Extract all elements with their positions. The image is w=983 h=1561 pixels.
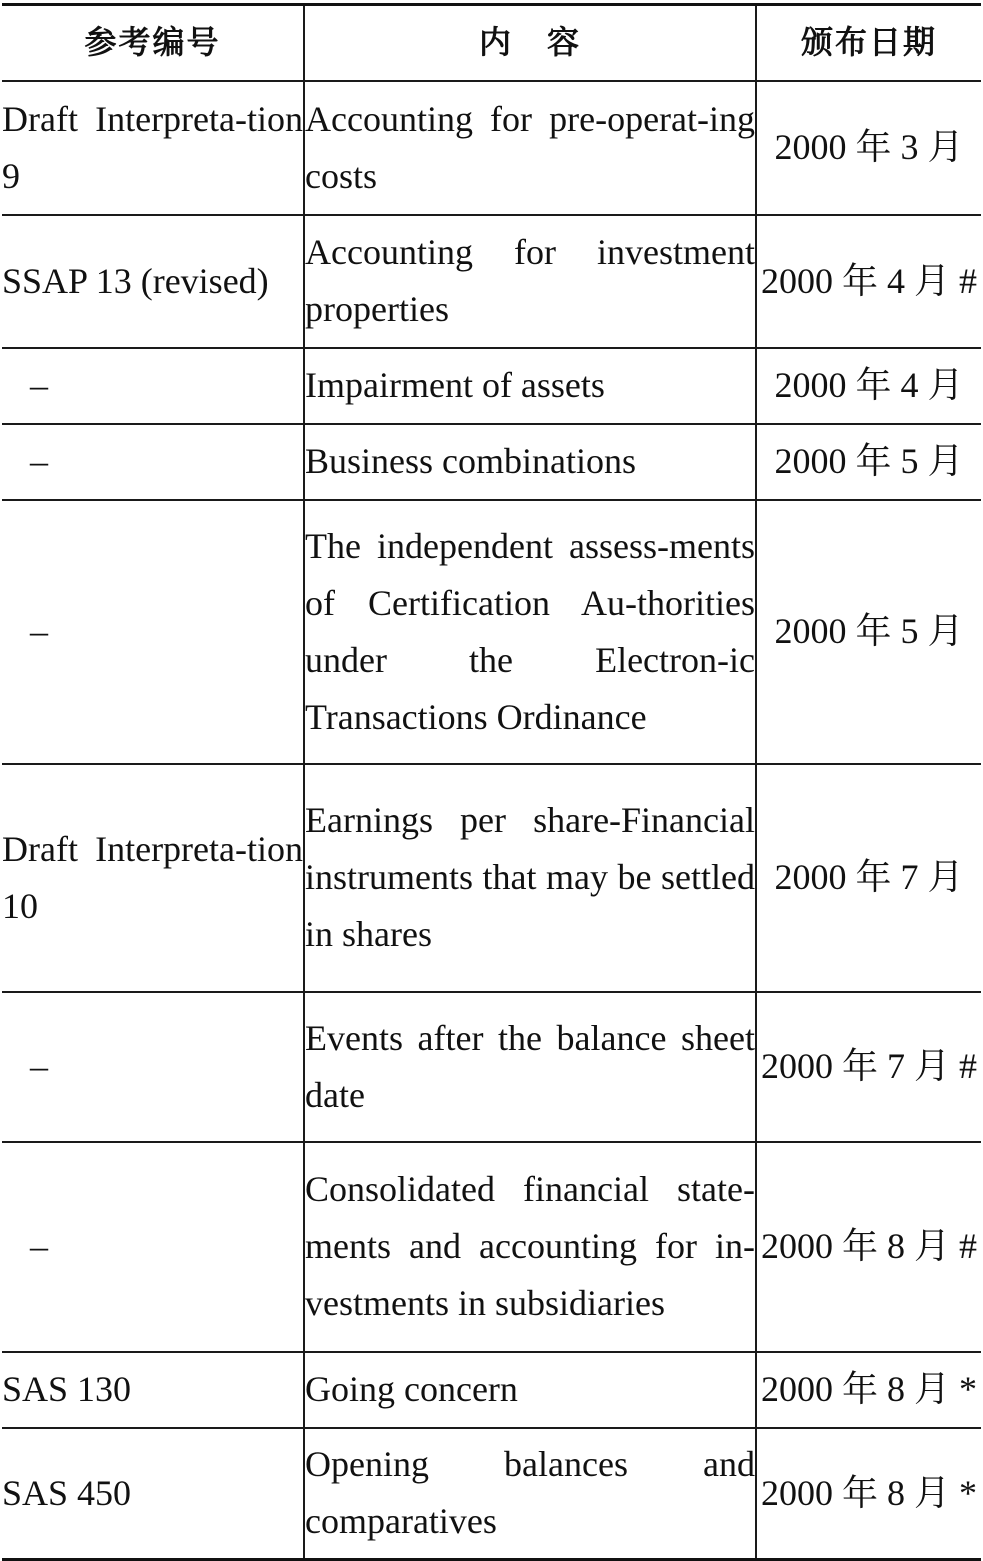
- content-cell: Accounting for pre-operat-ing costs: [304, 81, 756, 215]
- date-cell: 2000 年 8 月 #: [756, 1142, 981, 1352]
- table-body: [2, 81, 981, 1560]
- header-ref-number: 参考编号: [2, 5, 304, 81]
- table-row: [2, 1428, 981, 1560]
- table-row: [2, 500, 981, 764]
- date-cell: 2000 年 5 月: [756, 500, 981, 764]
- table-row: [2, 348, 981, 424]
- content-cell: Going concern: [304, 1352, 756, 1428]
- date-cell: 2000 年 8 月 *: [756, 1352, 981, 1428]
- content-cell: Events after the balance sheet date: [304, 992, 756, 1142]
- ref-cell: SSAP 13 (revised): [2, 215, 304, 348]
- date-cell: 2000 年 4 月: [756, 348, 981, 424]
- content-cell: Consolidated financial state-ments and accounting for in-vestments in subsidiaries: [304, 1142, 756, 1352]
- ref-cell: Draft Interpreta-tion 9: [2, 81, 304, 215]
- table-header: [2, 5, 981, 81]
- date-cell: 2000 年 8 月 *: [756, 1428, 981, 1560]
- content-cell: Opening balances and comparatives: [304, 1428, 756, 1560]
- content-cell: The independent assess-ments of Certification Au-thorities under the Electron-ic Transactions Ordinance: [304, 500, 756, 764]
- ref-cell: –: [2, 500, 304, 764]
- date-cell: 2000 年 4 月 #: [756, 215, 981, 348]
- ref-cell: –: [2, 1142, 304, 1352]
- header-issue-date: 颁布日期: [756, 5, 981, 81]
- table-row: [2, 764, 981, 992]
- content-cell: Earnings per share-Financial instruments that may be settled in shares: [304, 764, 756, 992]
- ref-cell: Draft Interpreta-tion 10: [2, 764, 304, 992]
- date-cell: 2000 年 3 月: [756, 81, 981, 215]
- date-cell: 2000 年 5 月: [756, 424, 981, 500]
- ref-cell: –: [2, 348, 304, 424]
- ref-cell: SAS 450: [2, 1428, 304, 1560]
- ref-cell: SAS 130: [2, 1352, 304, 1428]
- table-row: [2, 1352, 981, 1428]
- header-content: 内 容: [304, 5, 756, 81]
- table-row: [2, 424, 981, 500]
- date-cell: 2000 年 7 月: [756, 764, 981, 992]
- header-row: [2, 5, 981, 81]
- date-cell: 2000 年 7 月 #: [756, 992, 981, 1142]
- table-row: [2, 1142, 981, 1352]
- content-cell: Business combinations: [304, 424, 756, 500]
- table-row: [2, 215, 981, 348]
- table-row: [2, 81, 981, 215]
- ref-cell: –: [2, 424, 304, 500]
- content-cell: Accounting for investment properties: [304, 215, 756, 348]
- table-row: [2, 992, 981, 1142]
- standards-table: [2, 3, 981, 1561]
- ref-cell: –: [2, 992, 304, 1142]
- content-cell: Impairment of assets: [304, 348, 756, 424]
